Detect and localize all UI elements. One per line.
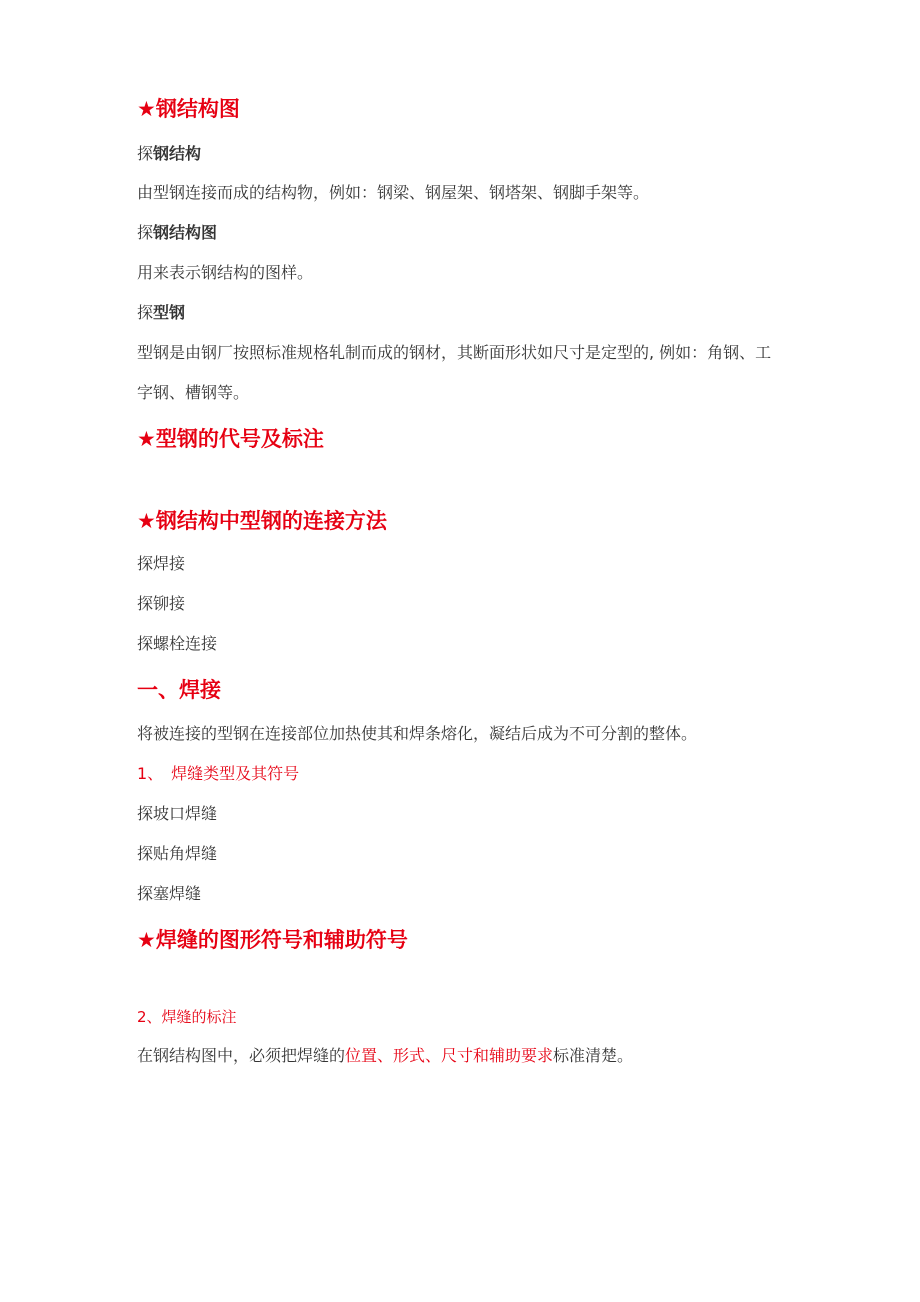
text-highlight: 位置、形式、尺寸和辅助要求 [345, 1046, 554, 1065]
heading-connection-methods: ★钢结构中型钢的连接方法 [137, 509, 387, 533]
list-item-welding: 探焊接 [137, 554, 186, 573]
paragraph-welding-definition: 将被连接的型钢在连接部位加热使其和焊条熔化，凝结后成为不可分割的整体。 [137, 724, 698, 743]
paragraph-weld-marking [137, 1045, 633, 1067]
heading-welding: 一、焊接 [137, 678, 221, 702]
subheading-section-steel [137, 302, 185, 324]
list-item-riveting: 探铆接 [137, 594, 186, 613]
subheading-prefix: 探 [137, 144, 154, 163]
paragraph-steel-structure-definition: 由型钢连接而成的结构物，例如：钢梁、钢屋架、钢塔架、钢脚手架等。 [137, 183, 650, 202]
subheading-label: 钢结构图 [153, 223, 218, 242]
list-item-fillet-weld: 探贴角焊缝 [137, 844, 218, 863]
text-after: 标准清楚。 [553, 1046, 634, 1065]
subheading-prefix: 探 [137, 303, 154, 322]
list-item-plug-weld: 探塞焊缝 [137, 884, 202, 903]
list-item-groove-weld: 探坡口焊缝 [137, 804, 218, 823]
list-item-bolting: 探螺栓连接 [137, 634, 218, 653]
subheading-label: 钢结构 [153, 144, 202, 163]
heading-code-and-marking: ★型钢的代号及标注 [137, 427, 324, 451]
subheading-steel-structure-drawing [137, 222, 217, 244]
subheading-label: 型钢 [153, 303, 186, 322]
paragraph-drawing-definition: 用来表示钢结构的图样。 [137, 263, 314, 282]
subheading-prefix: 探 [137, 223, 154, 242]
heading-weld-types: 1、 焊缝类型及其符号 [137, 764, 300, 783]
heading-steel-structure-drawing: ★钢结构图 [137, 97, 240, 121]
paragraph-section-steel-definition: 型钢是由钢厂按照标准规格轧制而成的钢材，其断面形状如尺寸是定型的, 例如：角钢、工字钢、槽钢等。 [137, 343, 772, 402]
heading-weld-symbols: ★焊缝的图形符号和辅助符号 [137, 928, 408, 952]
heading-weld-marking: 2、焊缝的标注 [137, 1008, 237, 1026]
subheading-steel-structure [137, 143, 201, 165]
text-before: 在钢结构图中，必须把焊缝的 [137, 1046, 346, 1065]
